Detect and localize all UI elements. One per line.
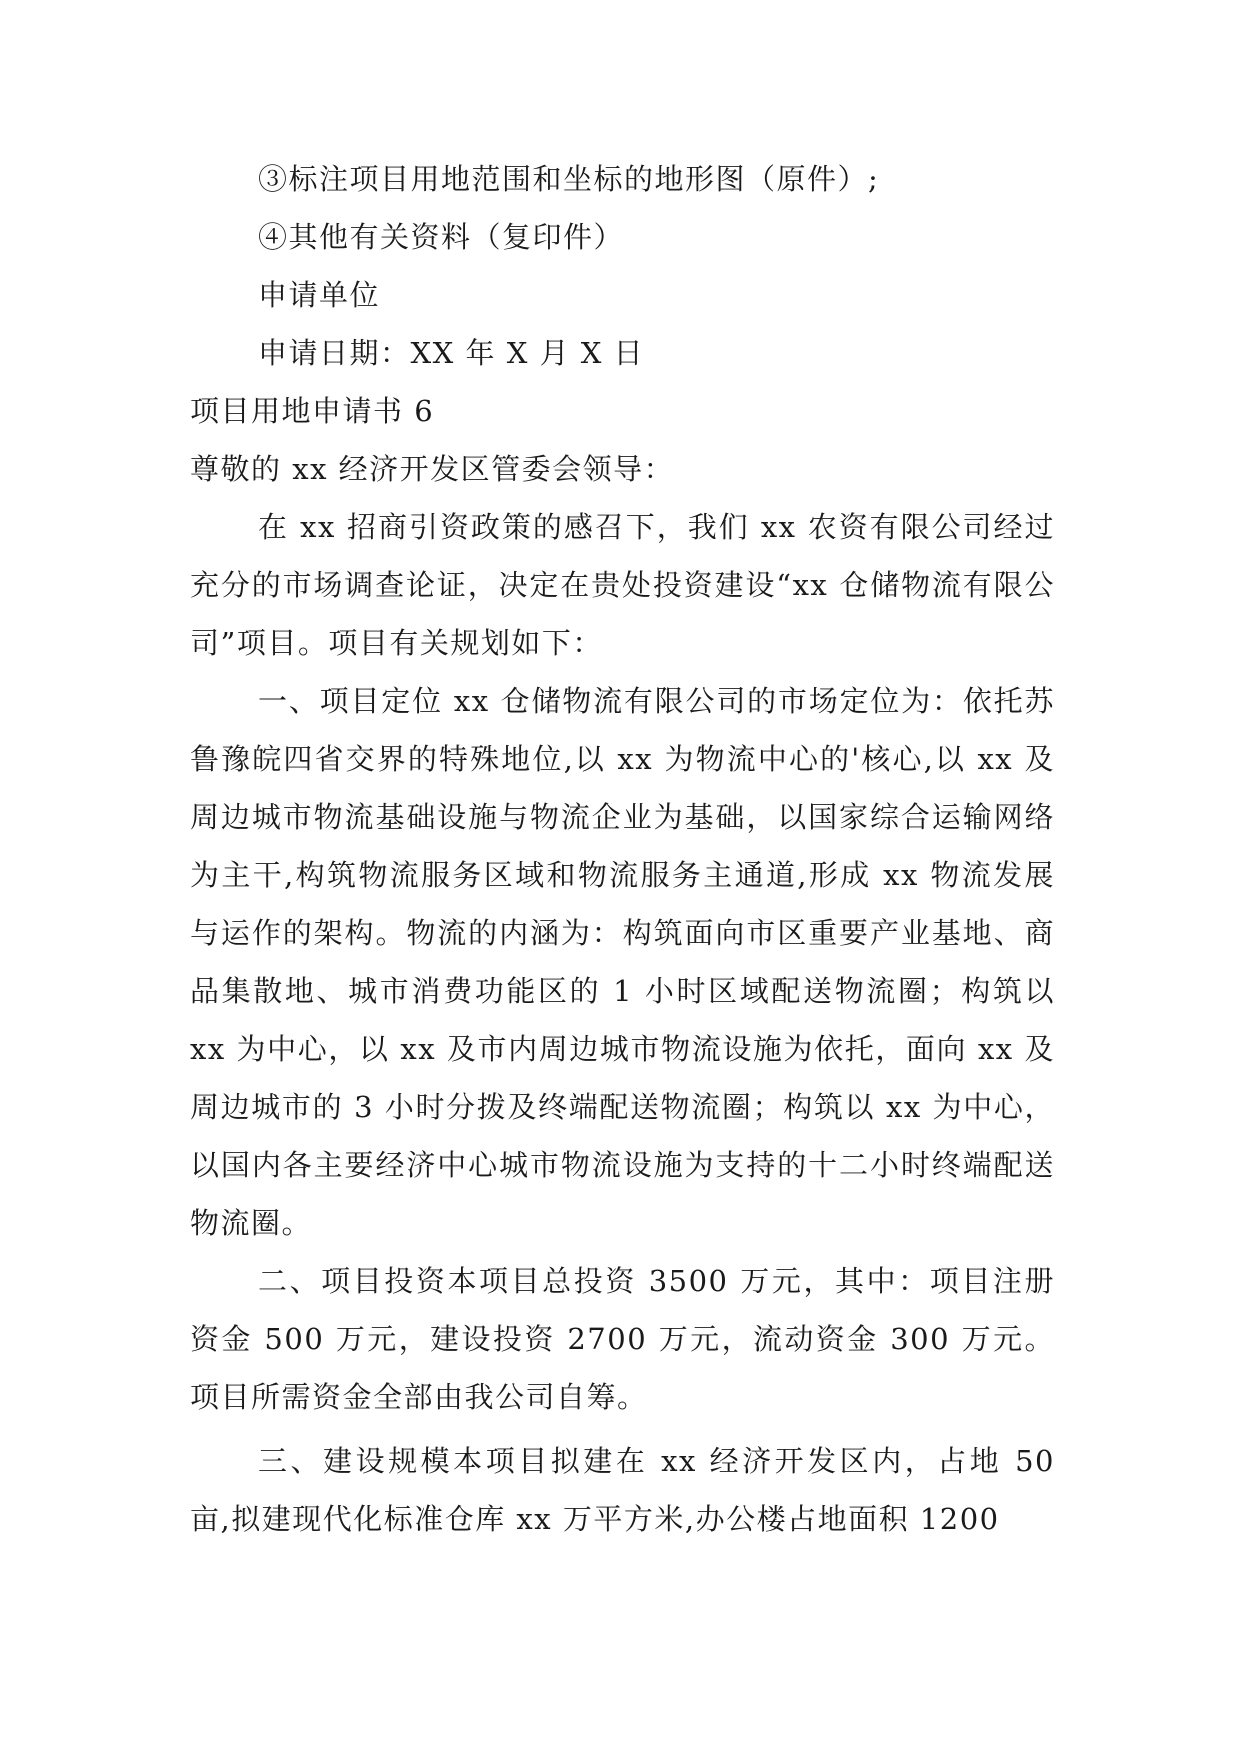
salutation: 尊敬的 xx 经济开发区管委会领导： bbox=[190, 452, 675, 486]
attachment-item-4: ④其他有关资料（复印件） bbox=[258, 220, 625, 254]
section-2-paragraph: 二、项目投资本项目总投资 3500 万元，其中：项目注册资金 500 万元，建设投资 2700 万元，流动资金 300 万元。项目所需资金全部由我公司自筹。 bbox=[190, 1264, 1055, 1414]
document-page bbox=[190, 150, 1055, 1548]
intro-paragraph: 在 xx 招商引资政策的感召下，我们 xx 农资有限公司经过充分的市场调查论证，决定在贵处投资建设“xx 仓储物流有限公司”项目。项目有关规划如下： bbox=[190, 510, 1055, 660]
document-heading: 项目用地申请书 6 bbox=[190, 394, 435, 428]
applicant-label: 申请单位 bbox=[258, 278, 381, 312]
attachment-item-3: ③标注项目用地范围和坐标的地形图（原件）; bbox=[258, 162, 880, 196]
section-3-paragraph: 三、建设规模本项目拟建在 xx 经济开发区内，占地 50 亩,拟建现代化标准仓库 xx 万平方米,办公楼占地面积 1200 bbox=[190, 1444, 1055, 1536]
application-date: 申请日期：XX 年 X 月 X 日 bbox=[258, 336, 645, 370]
section-1-paragraph: 一、项目定位 xx 仓储物流有限公司的市场定位为：依托苏鲁豫皖四省交界的特殊地位,以 xx 为物流中心的'核心,以 xx 及周边城市物流基础设施与物流企业为基础，以国家综合运输网络为主干,构筑物流服务区域和物流服务主通道,形成 xx 物流发展与运作的架构。物流的内涵为：构筑面向市区重要产业基地、商品集散地、城市消费功能区的 1 小时区域配送物流圈；构筑以 xx 为中心，以 xx 及市内周边城市物流设施为依托，面向 xx 及周边城市的 3 小时分拨及终端配送物流圈；构筑以 xx 为中心，以国内各主要经济中心城市物流设施为支持的十二小时终端配送物流圈。 bbox=[190, 684, 1055, 1240]
